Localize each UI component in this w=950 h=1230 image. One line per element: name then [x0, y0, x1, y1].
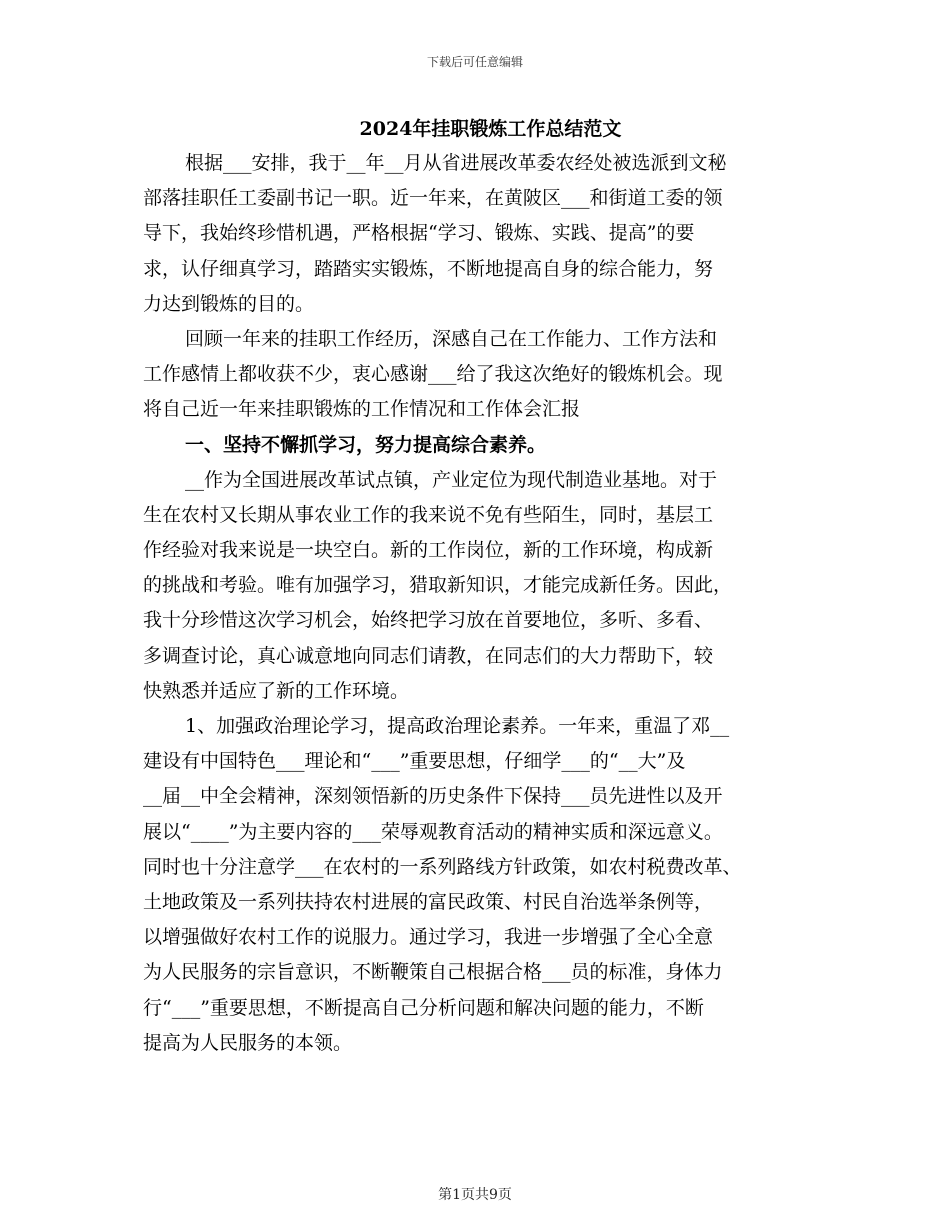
text-line: 为人民服务的宗旨意识，不断鞭策自己根据合格___员的标准，身体力	[143, 961, 723, 984]
document-title: 2024年挂职锻炼工作总结范文	[359, 118, 622, 140]
text-line: 导下，我始终珍惜机遇，严格根据“学习、锻炼、实践、提高”的要	[143, 222, 695, 245]
body-paragraph	[143, 463, 808, 709]
text-line: 求，认仔细真学习，踏踏实实锻炼，不断地提高自身的综合能力，努	[143, 257, 714, 280]
section-heading	[143, 428, 808, 463]
text-line: 提高为人民服务的本领。	[143, 1031, 353, 1054]
paragraph-container	[143, 146, 808, 1061]
text-line: 生在农村又长期从事农业工作的我来说不免有些陌生，同时，基层工	[143, 503, 714, 526]
page-header: 下载后可任意编辑	[426, 55, 523, 69]
text-line: 我十分珍惜这次学习机会，始终把学习放在首要地位，多听、多看、	[143, 609, 714, 632]
text-line: 土地政策及一系列扶持农村进展的富民政策、村民自治选举条例等，	[143, 890, 714, 913]
body-paragraph	[143, 322, 808, 428]
text-line: 行“___”重要思想，不断提高自己分析问题和解决问题的能力，不断	[143, 996, 704, 1019]
body-paragraph	[143, 146, 808, 322]
text-line: 根据___安排，我于__年__月从省进展改革委农经处被选派到文秘	[185, 152, 727, 174]
text-line: 1、加强政治理论学习，提高政治理论素养。一年来，重温了邓__	[185, 715, 730, 737]
text-line: 展以“____”为主要内容的___荣辱观教育活动的精神实质和深远意义。	[143, 820, 723, 843]
text-line: 一、坚持不懈抓学习，努力提高综合素养。	[185, 433, 547, 456]
text-line: 工作感情上都收获不少，衷心感谢___给了我这次绝好的锻炼机会。现	[143, 363, 723, 386]
text-line: 部落挂职任工委副书记一职。近一年来，在黄陂区___和街道工委的领	[143, 187, 723, 210]
text-line: 将自己近一年来挂职锻炼的工作情况和工作体会汇报	[143, 398, 581, 421]
text-line: 力达到锻炼的目的。	[143, 292, 315, 315]
text-line: 建设有中国特色___理论和“___”重要思想，仔细学___的“__大”及	[143, 750, 686, 773]
text-line: 多调查讨论，真心诚意地向同志们请教，在同志们的大力帮助下，较	[143, 644, 714, 667]
text-line: 同时也十分注意学___在农村的一系列路线方针政策，如农村税费改革、	[143, 855, 742, 878]
page-footer: 第1页共9页	[438, 1187, 512, 1203]
body-paragraph	[143, 709, 808, 1061]
text-line: 以增强做好农村工作的说服力。通过学习，我进一步增强了全心全意	[143, 926, 714, 949]
text-line: __届__中全会精神，深刻领悟新的历史条件下保持___员先进性以及开	[143, 785, 723, 808]
text-line: 回顾一年来的挂职工作经历，深感自己在工作能力、工作方法和	[185, 327, 718, 350]
text-line: 作经验对我来说是一块空白。新的工作岗位，新的工作环境，构成新	[143, 539, 714, 562]
text-line: 快熟悉并适应了新的工作环境。	[143, 679, 410, 702]
text-line: 的挑战和考验。唯有加强学习，猎取新知识，才能完成新任务。因此，	[143, 574, 733, 597]
text-line: __作为全国进展改革试点镇，产业定位为现代制造业基地。对于	[185, 468, 718, 491]
document-body	[143, 112, 808, 1061]
